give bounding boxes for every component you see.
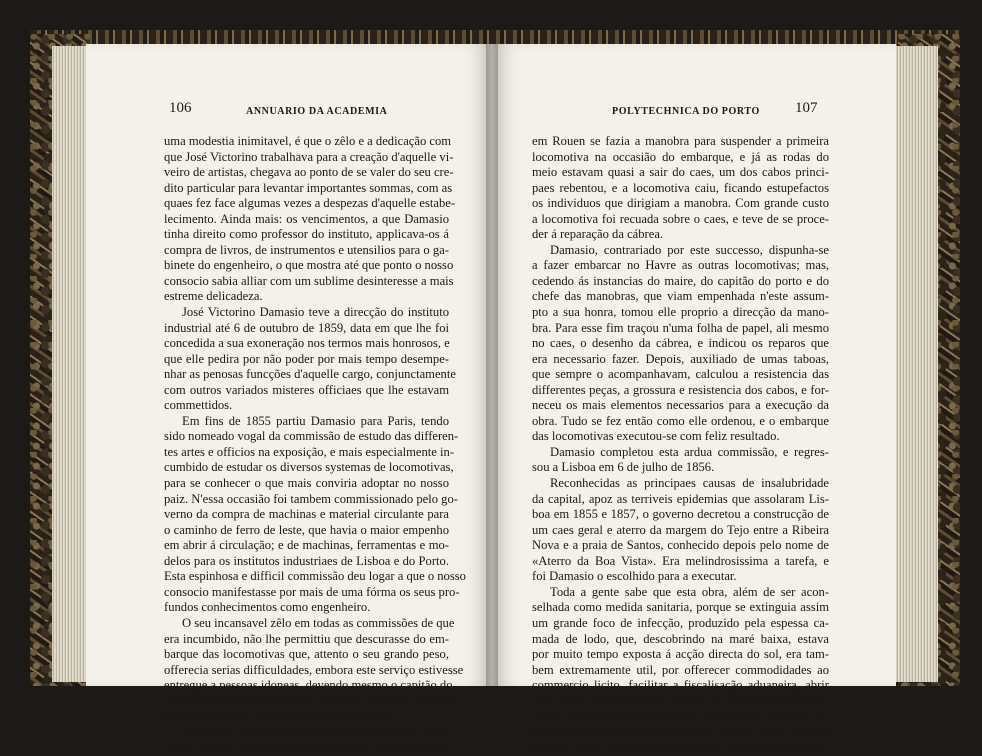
page-number: 107 bbox=[795, 100, 818, 116]
text-line: mente aquella parte da cidade. Mas tinham grandes in- bbox=[532, 709, 829, 724]
text-line: pto a sua honra, tomou elle proprio a direcção da mano- bbox=[532, 305, 829, 320]
text-line: lecimento. Ainda mais: os vencimentos, a que Damasio bbox=[164, 211, 449, 226]
text-line: em abrir á circulação; e de machinas, ferramentas e mo- bbox=[164, 538, 449, 553]
text-line: que sempre o acompanhavam, calculou a resistencia das bbox=[532, 367, 829, 382]
text-line: era incumbido, não lhe permittiu que descurasse do em- bbox=[164, 631, 449, 646]
text-line: «Aterro da Boa Vista». Era melindrosissima a tarefa, e bbox=[532, 553, 829, 568]
text-line: porto assistir a esses trabalhos, quando, como no caso pre- bbox=[164, 693, 459, 708]
text-line: consocio manifestasse por mais de uma fórma os seus pro- bbox=[164, 584, 460, 599]
text-line: que José Victorino trabalhava para a creação d'aquelle vi- bbox=[164, 149, 454, 164]
text-line: no caes, o desenho da cábrea, e indicou os reparos que bbox=[532, 336, 829, 351]
text-line: por muito tempo exposta á acção directa do sol, era tam- bbox=[532, 647, 829, 662]
text-line: com outros variados misteres officiaes que lhe estavam bbox=[164, 382, 449, 397]
text-line: era necessario fazer. Depois, auxiliado de umas taboas, bbox=[532, 351, 829, 366]
text-line: entregue a pessoas idoneas, devendo mesmo o capitão do bbox=[164, 678, 453, 693]
text-line: Damasio completou esta ardua commissão, e regres- bbox=[550, 444, 829, 459]
text-line: concedida a sua exoneração nos termos mais honrosos, e bbox=[164, 336, 450, 351]
text-line: cumbido de estudar os diversos systemas de locomotivas, bbox=[164, 460, 454, 475]
text-line: barque das locomotivas que, attento o seu grando peso, bbox=[164, 647, 449, 662]
page-number: 106 bbox=[169, 100, 192, 116]
page-edges-right bbox=[893, 46, 938, 682]
text-line: a locomotiva foi recuada sobre o caes, e teve de se proce- bbox=[532, 211, 829, 226]
text-line: feridos; e por isso não tardou que se levantassem os cla- bbox=[532, 740, 829, 755]
text-line: em Rouen se fazia a manobra para suspender a primeira bbox=[532, 134, 829, 148]
text-line: para se conhecer o que mais conviria adoptar no nosso bbox=[164, 476, 449, 491]
text-line: commercio licito, facilitar a fiscalisação aduaneira, abrir bbox=[532, 678, 829, 693]
right-page bbox=[492, 44, 896, 755]
text-line: Damasio, contrariado por este successo, dispunha-se bbox=[550, 242, 829, 257]
text-line: veiro de artistas, chegava ao ponto de se valer do seu cre- bbox=[164, 165, 454, 180]
text-line: Reconhecidas as principaes causas de insalubridade bbox=[550, 476, 829, 491]
text-line: a fazer embarcar no Havre as outras locomotivas; mas, bbox=[532, 258, 829, 273]
text-line: bem extremamente util, por offerecer commodidades ao bbox=[532, 662, 829, 677]
text-line: uma nova via ao transito publico, e aformosear notavel- bbox=[532, 693, 829, 708]
text-line: Em fins de 1855 partiu Damasio para Paris, tendo bbox=[182, 413, 449, 428]
text-line: uma modestia inimitavel, é que o zêlo e a dedicação com bbox=[164, 134, 452, 148]
running-head: POLYTECHNICA DO PORTO bbox=[612, 106, 760, 117]
text-line: selhada como medida sanitaria, porque se extinguia assim bbox=[532, 600, 829, 615]
text-line: der á reparação da cábrea. bbox=[532, 227, 664, 242]
text-line: dito particular para levantar importantes sommas, com as bbox=[164, 180, 453, 195]
text-line: das locomotivas executou-se com feliz resultado. bbox=[532, 429, 780, 444]
text-line: Esta espinhosa e difficil commissão deu logar a que o nosso bbox=[164, 569, 466, 584]
text-line: binete do engenheiro, o que mostra até que ponto o nosso bbox=[164, 258, 454, 273]
left-page bbox=[86, 44, 492, 755]
text-line: Nova e a praia de Santos, conhecido depois pelo nome de bbox=[532, 538, 829, 553]
text-line: commettidos. bbox=[164, 398, 233, 413]
text-line: da capital, apoz as terriveis epidemias que assolaram Lis- bbox=[532, 491, 829, 506]
body-text bbox=[532, 134, 829, 756]
text-line: nosso collega soffreu e que seria ocioso relatar, quando bbox=[164, 740, 449, 755]
text-line: industrial até 6 de outubro de 1859, data em que lhe foi bbox=[164, 320, 449, 335]
text-line: estreme delicadeza. bbox=[164, 289, 263, 304]
text-line: bra. Para esse fim traçou n'uma folha de papel, ali mesmo bbox=[532, 320, 829, 335]
text-line: delos para os institutos industriaes de Lisboa e do Porto. bbox=[164, 553, 449, 568]
text-line: consocio sabia alliar com um sublime desinteresse a mais bbox=[164, 273, 454, 288]
text-line: os individuos que dirigiam a manobra. Com grande custo bbox=[532, 196, 829, 211]
text-line: neceu os mais elementos necessarios para a execução da bbox=[532, 398, 829, 413]
text-line: meio estavam quasi a sair do caes, um dos cabos princi- bbox=[532, 165, 829, 180]
text-line: teresses particulares estavam a ella ligados, e que iam ser bbox=[532, 724, 829, 739]
text-line: boa em 1855 e 1857, o governo decretou a construcção de bbox=[532, 507, 829, 522]
text-line: um grande foco de infecção, produzido pela espessa ca- bbox=[532, 615, 829, 630]
text-line: locomotiva na occasião do embarque, e já as rodas do bbox=[532, 149, 829, 164]
text-line: compra de livros, de instrumentos e utensilios para o ga- bbox=[164, 242, 449, 257]
text-line: que elle pedira por não poder por mais tempo desempe- bbox=[164, 351, 449, 366]
text-line: paiz. N'essa occasião foi tambem commissionado pelo go- bbox=[164, 491, 458, 506]
text-line: offerecia serias difficuldades, embora este serviço estivesse bbox=[164, 662, 464, 677]
text-line: tinha direito como professor do instituto, applicava-os á bbox=[164, 227, 449, 242]
text-line: Toda a gente sabe que esta obra, além de ser acon- bbox=[550, 584, 829, 599]
text-line: foi Damasio o escolhido para a executar. bbox=[532, 569, 737, 584]
running-head: ANNUARIO DA ACADEMIA bbox=[246, 106, 388, 117]
text-line: Depois de incriveis contrariedades e desgostos, que o bbox=[182, 724, 451, 739]
page-edges-left bbox=[52, 46, 90, 682]
text-line: fundos conhecimentos como engenheiro. bbox=[164, 600, 371, 615]
text-line: nhar as penosas funcções d'aquelle cargo, conjunctamente bbox=[164, 367, 456, 382]
book-gutter bbox=[486, 44, 498, 686]
text-line: sido nomeado vogal da commissão de estudo das differen- bbox=[164, 429, 459, 444]
body-text bbox=[164, 134, 466, 756]
text-line: chefe das manobras, que viam empenhada n'este assum- bbox=[532, 289, 829, 304]
text-line: sou a Lisboa em 6 de julho de 1856. bbox=[532, 460, 715, 475]
text-line: sente, envolviam uma certa responsabilidade. bbox=[164, 709, 393, 724]
text-line: paes rebentou, e a locomotiva caiu, ficando estupefactos bbox=[532, 180, 829, 195]
text-line: José Victorino Damasio teve a direcção do instituto bbox=[182, 305, 449, 320]
text-line: tes artes e officios na exposição, e mais especialmente in- bbox=[164, 444, 455, 459]
text-line: cedendo ás instancias do maire, do capitão do porto e do bbox=[532, 273, 829, 288]
text-line: um caes geral e aterro da margem do Tejo entre a Ribeira bbox=[532, 522, 829, 537]
text-line: obra. Tudo se fez então como elle ordenou, e o embarque bbox=[532, 413, 829, 428]
text-line: differentes peças, a grossura e resistencia dos cabos, e for- bbox=[532, 382, 829, 397]
text-line: O seu incansavel zêlo em todas as commissões de que bbox=[182, 615, 455, 630]
text-line: mada de lodo, que, descobrindo na maré baixa, estava bbox=[532, 631, 829, 646]
text-line: o caminho de ferro de leste, que havia o maior empenho bbox=[164, 522, 449, 537]
text-line: quaes fez face algumas vezes a despezas d'aquelle estabe- bbox=[164, 196, 456, 211]
text-line: verno da compra de machinas e material circulante para bbox=[164, 507, 449, 522]
